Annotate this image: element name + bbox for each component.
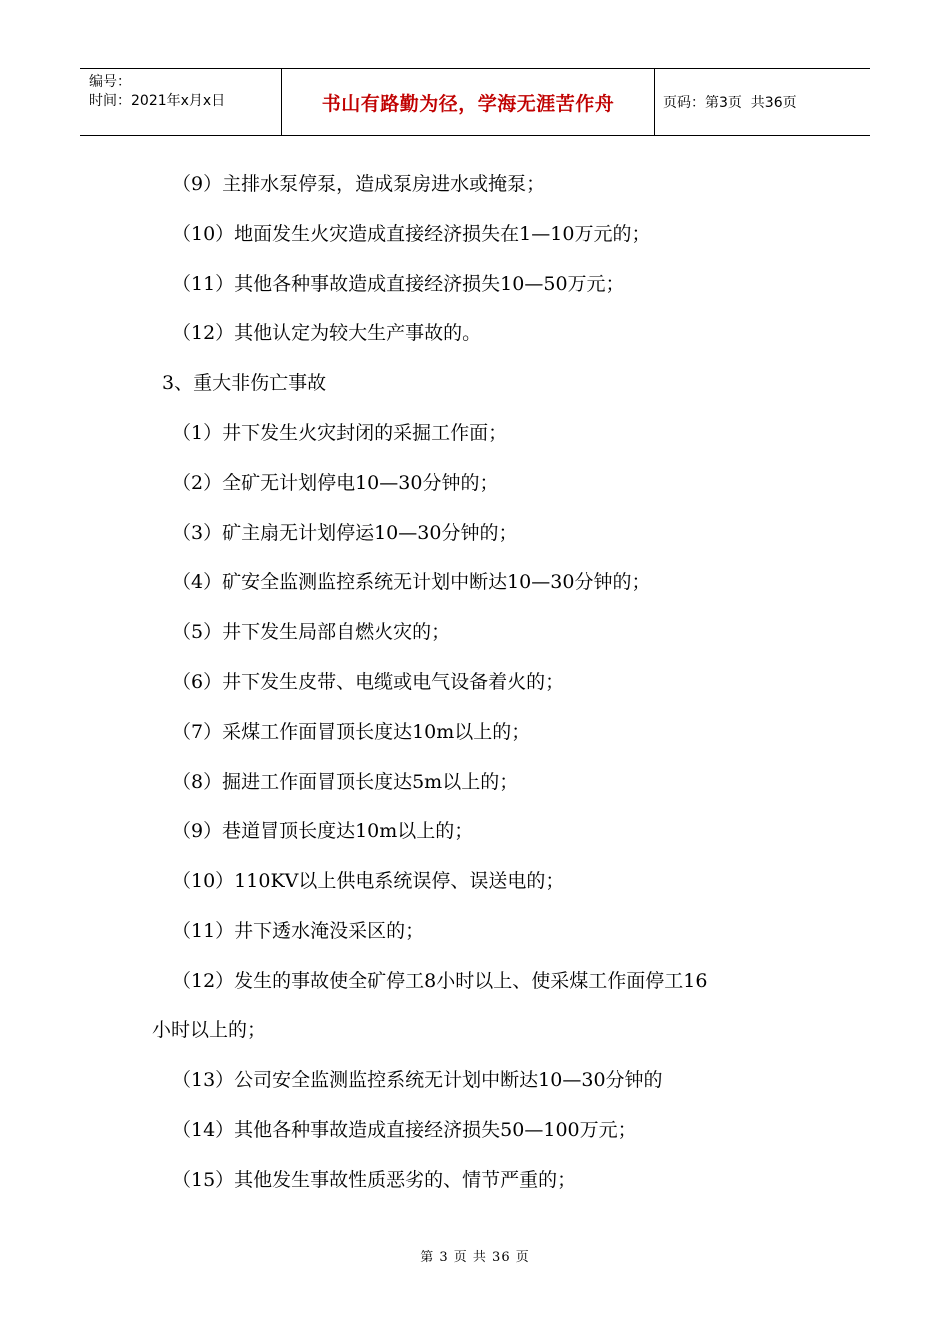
list-item: （2）全矿无计划停电10—30分钟的；: [172, 472, 499, 494]
list-item: （10）地面发生火灾造成直接经济损失在1—10万元的；: [172, 223, 651, 245]
list-item: （13）公司安全监测监控系统无计划中断达10—30分钟的: [172, 1069, 663, 1091]
page-footer: 第 3 页 共 36 页: [420, 1250, 530, 1265]
list-item: （11）其他各种事故造成直接经济损失10—50万元；: [172, 273, 625, 295]
list-item: （10）110KV以上供电系统误停、误送电的；: [172, 870, 565, 892]
list-item: （9）巷道冒顶长度达10m以上的；: [172, 820, 474, 842]
list-item-continuation: 小时以上的；: [152, 1019, 267, 1041]
header-motto-cell: [282, 69, 655, 135]
list-item: （6）井下发生皮带、电缆或电气设备着火的；: [172, 671, 565, 693]
page-header: [80, 68, 870, 136]
list-item: （4）矿安全监测监控系统无计划中断达10—30分钟的；: [172, 571, 651, 593]
time-label: 时间：2021年x月x日: [89, 93, 226, 109]
list-item: （8）掘进工作面冒顶长度达5m以上的；: [172, 771, 519, 793]
header-motto: 书山有路勤为径，学海无涯苦作舟: [321, 92, 615, 115]
header-page-cell: [655, 69, 870, 135]
list-item: （9）主排水泵停泵，造成泵房进水或掩泵；: [172, 173, 546, 195]
list-item: （3）矿主扇无计划停运10—30分钟的；: [172, 522, 518, 544]
list-item: （7）采煤工作面冒顶长度达10m以上的；: [172, 721, 531, 743]
list-item: （14）其他各种事故造成直接经济损失50—100万元；: [172, 1119, 637, 1141]
header-meta: [80, 69, 282, 135]
number-label: 编号：: [89, 74, 131, 90]
header-page-info: 页码：第3页 共36页: [663, 95, 797, 111]
list-item: （11）井下透水淹没采区的；: [172, 920, 425, 942]
list-item: （12）发生的事故使全矿停工8小时以上、使采煤工作面停工16: [172, 970, 708, 992]
section-heading: 3、重大非伤亡事故: [162, 372, 327, 394]
list-item: （15）其他发生事故性质恶劣的、情节严重的；: [172, 1169, 577, 1191]
list-item: （1）井下发生火灾封闭的采掘工作面；: [172, 422, 508, 444]
list-item: （12）其他认定为较大生产事故的。: [172, 322, 482, 344]
list-item: （5）井下发生局部自燃火灾的；: [172, 621, 451, 643]
